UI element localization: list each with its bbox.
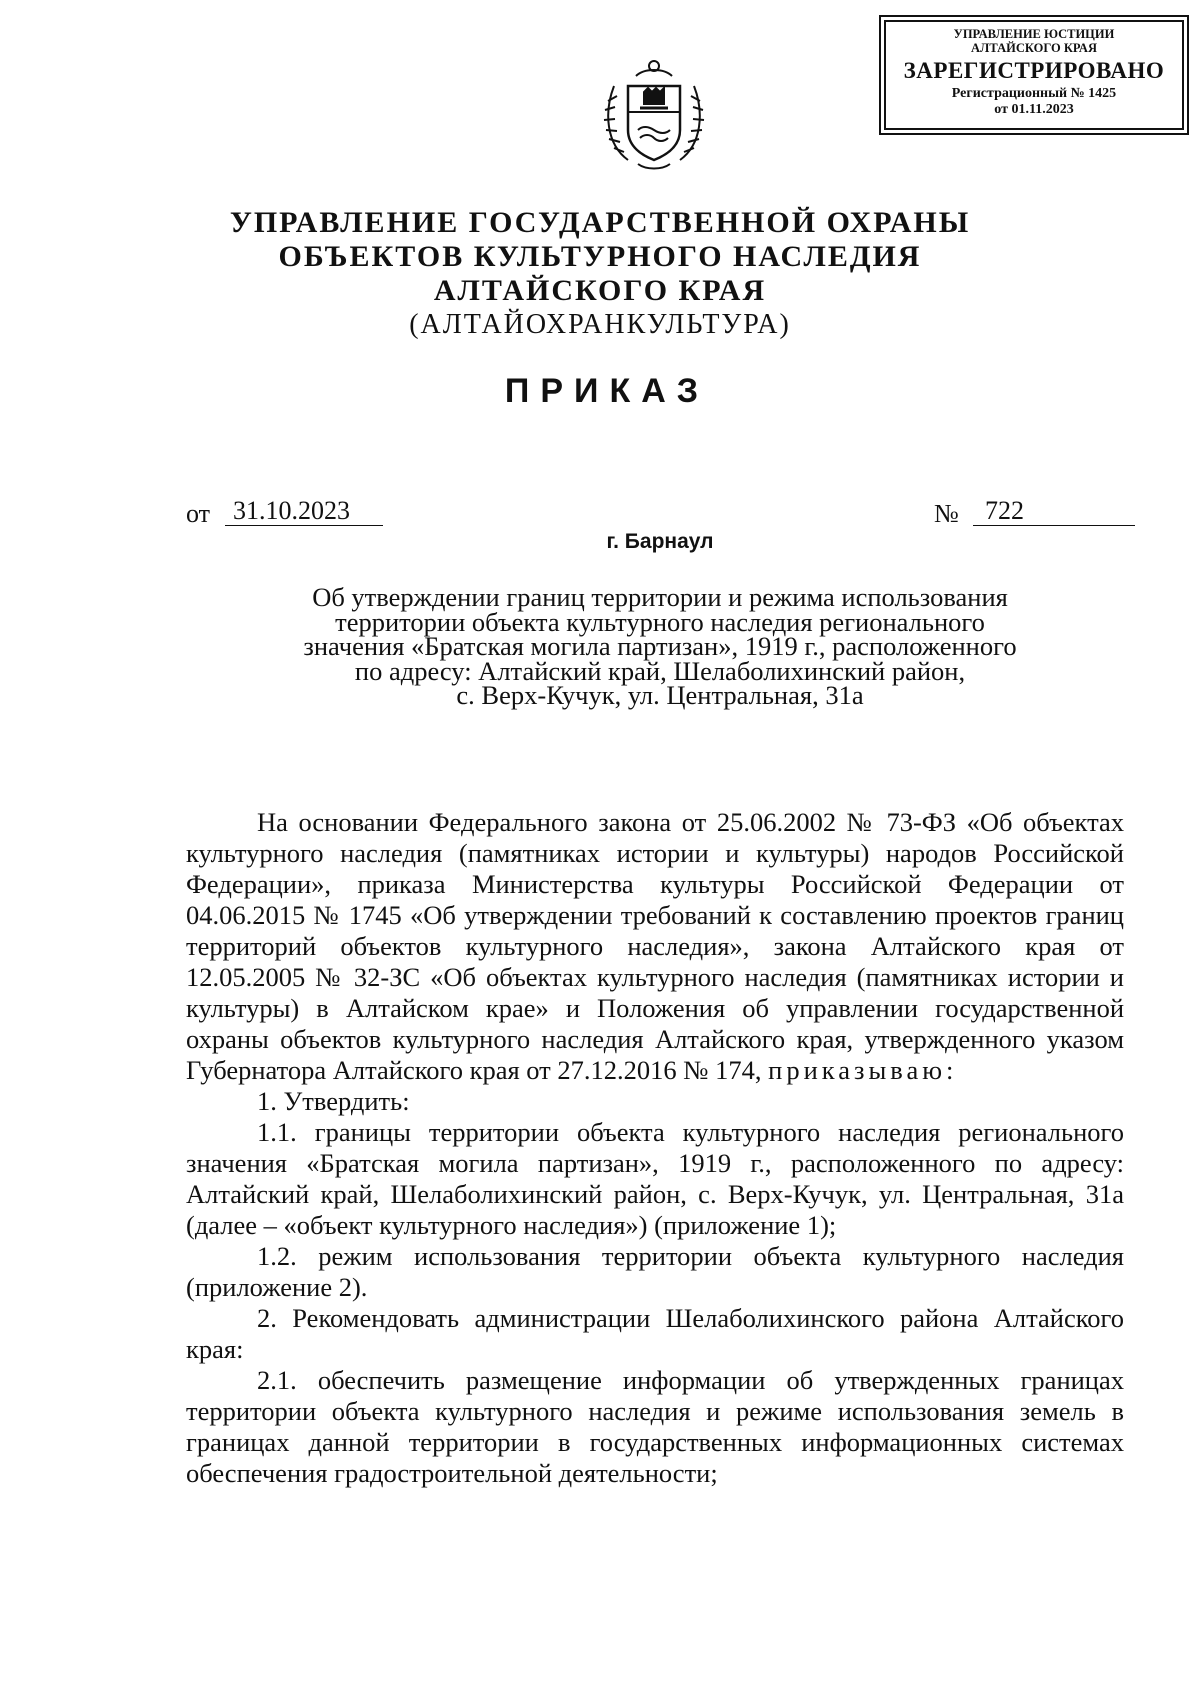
title-line: значения «Братская могила партизан», 1919 г., расположенного	[303, 631, 1017, 661]
org-name-line2: ОБЪЕКТОВ КУЛЬТУРНОГО НАСЛЕДИЯ	[278, 240, 922, 273]
stamp-registration	[886, 86, 1182, 118]
order-body	[186, 807, 1124, 1489]
stamp-agency	[886, 27, 1182, 55]
item-1: 1. Утвердить:	[257, 1086, 410, 1116]
preamble-text: На основании Федерального закона от 25.06.2002 № 73-ФЗ «Об объектах культурного наследия (памятниках истории и культуры) народов Российской Федерации», приказа Министерства культуры Российской Федерации от 04.06.2015 № 1745 «Об утверждении требований к составлению проектов границ территорий объектов культурного наследия», закона Алтайского края от 12.05.2005 № 32-ЗС «Об объектах культурного наследия (памятниках истории и культуры) в Алтайском крае» и Положения об управлении государственной охраны объектов культурного наследия Алтайского края, утвержденного указом Губернатора Алтайского края от 27.12.2016 № 174,	[186, 807, 1124, 1085]
item-1-1: 1.1. границы территории объекта культурного наследия регионального значения «Братская могила партизан», 1919 г., расположенного по адресу: Алтайский край, Шелаболихинский район, с. Верх-Кучук, ул. Центральная, 31а (далее – «объект культурного наследия») (приложение 1);	[186, 1117, 1124, 1240]
org-name-line3: АЛТАЙСКОГО КРАЯ	[433, 274, 767, 307]
org-name-line1: УПРАВЛЕНИЕ ГОСУДАРСТВЕННОЙ ОХРАНЫ	[229, 206, 971, 239]
item-2-1: 2.1. обеспечить размещение информации об утвержденных границах территории объекта культурного наследия и режиме использования земель в границах данной территории в государственных информационных системах обеспечения градостроительной деятельности;	[186, 1365, 1124, 1488]
order-date: 31.10.2023	[225, 497, 383, 526]
registration-stamp	[884, 20, 1184, 130]
stamp-reg-date: от 01.11.2023	[994, 102, 1074, 117]
date-label: от	[186, 499, 211, 528]
title-line: Об утверждении границ территории и режима использования	[312, 582, 1008, 612]
title-line: по адресу: Алтайский край, Шелаболихинский район,	[354, 655, 966, 686]
order-word: приказываю:	[768, 1055, 958, 1085]
document-type: ПРИКАЗ	[504, 372, 710, 410]
stamp-agency-line1: УПРАВЛЕНИЕ ЮСТИЦИИ	[953, 27, 1115, 41]
title-line: территории объекта культурного наследия регионального	[335, 606, 985, 637]
preamble	[186, 807, 1124, 1086]
order-number: 722	[973, 497, 1135, 526]
city: г. Барнаул	[606, 530, 714, 553]
title-line: с. Верх-Кучук, ул. Центральная, 31а	[456, 680, 864, 710]
item-2: 2. Рекомендовать администрации Шелаболихинского района Алтайского края:	[186, 1303, 1124, 1364]
stamp-status: ЗАРЕГИСТРИРОВАНО	[903, 58, 1165, 83]
order-title	[180, 582, 1140, 710]
item-1-2: 1.2. режим использования территории объекта культурного наследия (приложение 2).	[186, 1241, 1124, 1302]
number-label: №	[934, 499, 959, 528]
stamp-reg-number: Регистрационный № 1425	[951, 86, 1117, 101]
coat-of-arms-icon	[598, 52, 710, 176]
stamp-agency-line2: АЛТАЙСКОГО КРАЯ	[971, 41, 1097, 55]
org-short-name: (АЛТАЙОХРАНКУЛЬТУРА)	[409, 309, 791, 340]
